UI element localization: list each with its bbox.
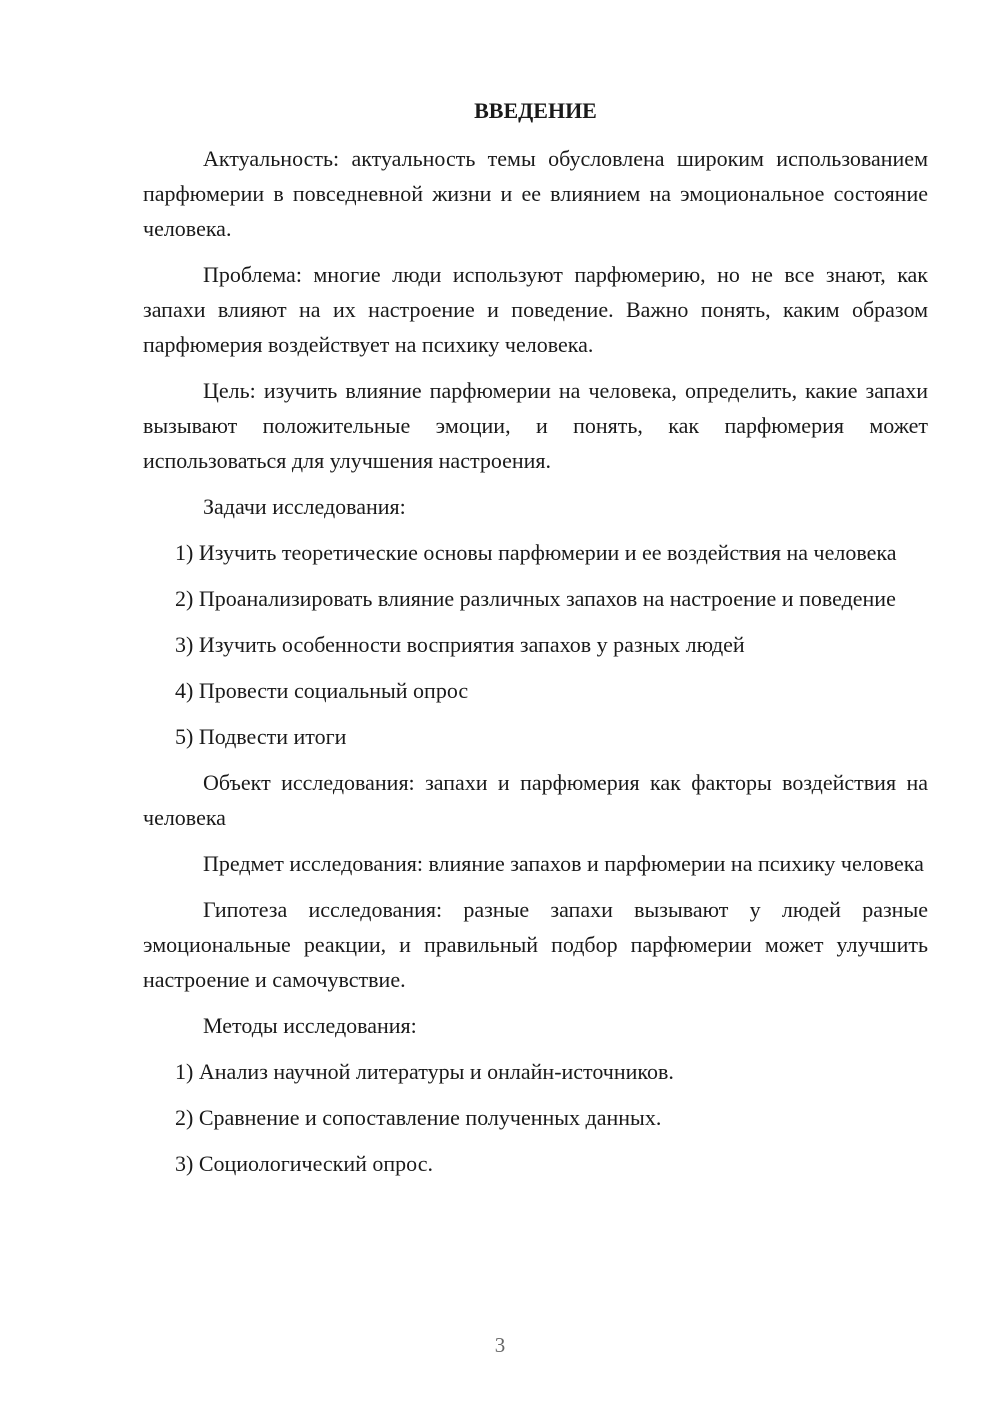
task-item: 1) Изучить теоретические основы парфюмерии и ее воздействия на человека — [175, 540, 897, 565]
task-item: 3) Изучить особенности восприятия запахов у разных людей — [175, 632, 745, 657]
relevance-paragraph: Актуальность: актуальность темы обусловлена широким использованием парфюмерии в повседневной жизни и ее влиянием на эмоциональное состояние человека. — [143, 146, 928, 241]
subject-paragraph: Предмет исследования: влияние запахов и парфюмерии на психику человека — [203, 851, 924, 876]
method-item: 2) Сравнение и сопоставление полученных данных. — [175, 1105, 662, 1130]
problem-paragraph: Проблема: многие люди используют парфюмерию, но не все знают, как запахи влияют на их настроение и поведение. Важно понять, каким образом парфюмерия воздействует на психику человека. — [143, 262, 928, 357]
tasks-heading: Задачи исследования: — [203, 494, 406, 519]
methods-heading: Методы исследования: — [203, 1013, 417, 1038]
task-item: 2) Проанализировать влияние различных запахов на настроение и поведение — [175, 586, 896, 611]
method-item: 3) Социологический опрос. — [175, 1151, 433, 1176]
hypothesis-paragraph: Гипотеза исследования: разные запахи вызывают у людей разные эмоциональные реакции, и правильный подбор парфюмерии может улучшить настроение и самочувствие. — [143, 897, 928, 992]
object-paragraph: Объект исследования: запахи и парфюмерия как факторы воздействия на человека — [143, 770, 928, 830]
page-content — [143, 96, 928, 1192]
task-item: 4) Провести социальный опрос — [175, 678, 469, 703]
page-number: 3 — [494, 1333, 506, 1357]
method-item: 1) Анализ научной литературы и онлайн-источников. — [175, 1059, 674, 1084]
task-item: 5) Подвести итоги — [175, 724, 347, 749]
goal-paragraph: Цель: изучить влияние парфюмерии на человека, определить, какие запахи вызывают положительные эмоции, и понять, как парфюмерия может использоваться для улучшения настроения. — [143, 378, 928, 473]
section-title: ВВЕДЕНИЕ — [474, 98, 597, 123]
